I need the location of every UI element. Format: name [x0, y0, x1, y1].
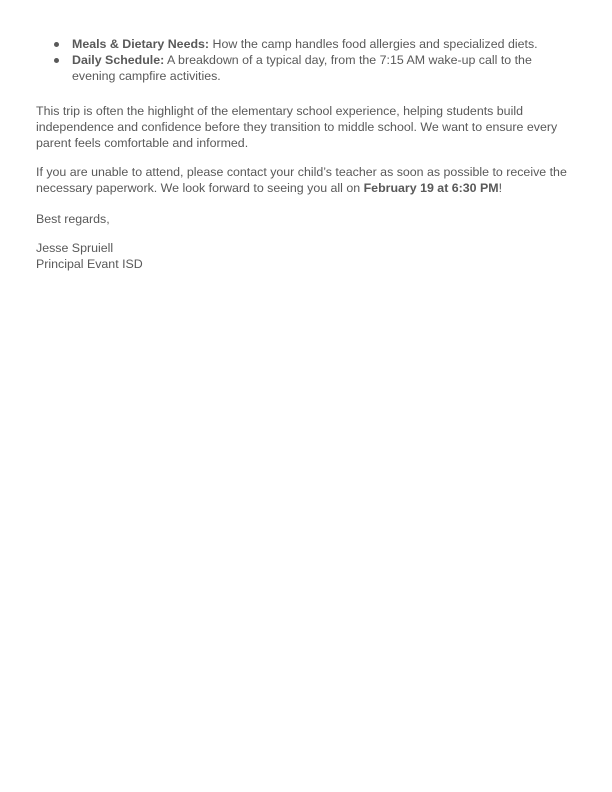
attendance-text: If you are unable to attend, please contact your child’s teacher as soon as possible to receive the necessary paperwork. We look forward to seeing you all on	[36, 165, 567, 195]
bullet-icon	[54, 58, 59, 63]
bullet-icon	[54, 42, 59, 47]
signature-name: Jesse Spruiell	[36, 241, 114, 255]
signature-title: Principal Evant ISD	[36, 257, 143, 271]
meeting-date: February 19 at 6:30 PM	[363, 181, 499, 195]
list-item-schedule	[36, 52, 576, 84]
attendance-ending: !	[498, 181, 503, 195]
bullet-text: How the camp handles food allergies and specialized diets.	[209, 37, 538, 51]
attendance-paragraph	[36, 164, 576, 196]
list-item-meals	[36, 36, 576, 52]
signature-block	[36, 240, 576, 272]
trip-paragraph: This trip is often the highlight of the elementary school experience, helping students build independence and confidence before they transition to middle school. We want to ensure every parent feels comfortable and informed.	[36, 104, 558, 150]
bullet-term: Daily Schedule:	[72, 53, 165, 67]
info-bullet-list	[36, 36, 576, 84]
bullet-text: A breakdown of a typical day, from the 7:15 AM wake-up call to the evening campfire activities.	[72, 53, 532, 83]
bullet-term: Meals & Dietary Needs:	[72, 37, 210, 51]
closing-line: Best regards,	[36, 212, 110, 226]
